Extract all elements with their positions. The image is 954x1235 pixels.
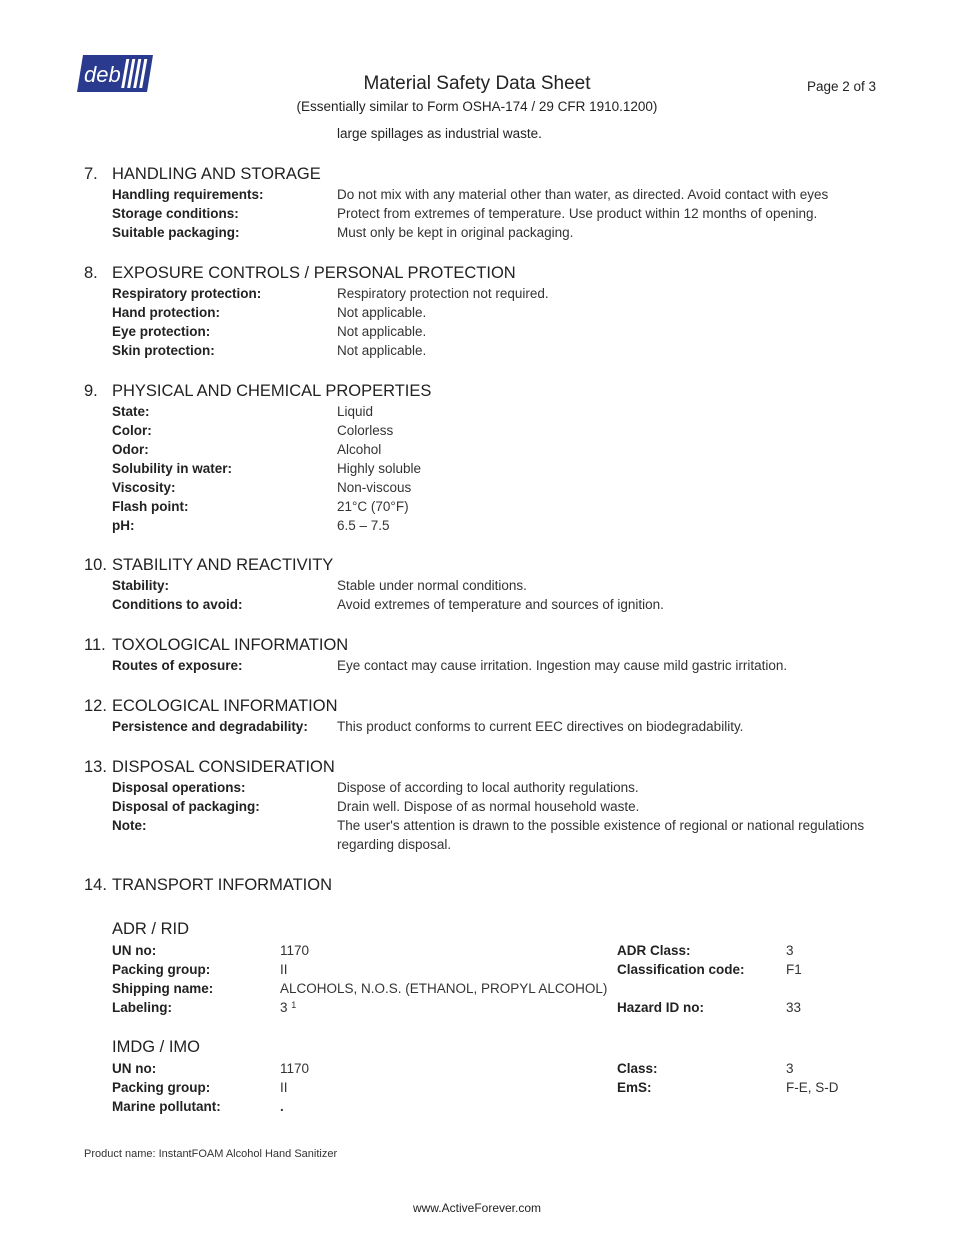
section-heading: 9. PHYSICAL AND CHEMICAL PROPERTIES [84,382,432,400]
property-row: Stability: Stable under normal conditions. [112,578,527,593]
property-row: Conditions to avoid: Avoid extremes of temperature and sources of ignition. [112,597,664,612]
document-title: Material Safety Data Sheet [363,73,591,94]
transport-row: UN no: 1170 Class: 3 [112,1061,794,1076]
property-row: pH: 6.5 – 7.5 [112,518,390,533]
footer-product-name: Product name: InstantFOAM Alcohol Hand Sanitizer [84,1148,338,1160]
section-exposure-controls [84,262,884,360]
property-row: Storage conditions: Protect from extremes of temperature. Use product within 12 months of opening. [112,206,818,221]
continued-text: large spillages as industrial waste. [337,126,542,141]
property-row: Hand protection: Not applicable. [112,305,427,320]
imdg-imo-heading: IMDG / IMO [112,1038,200,1056]
logo-text: deb [84,62,121,87]
property-row: Eye protection: Not applicable. [112,324,427,339]
transport-row: Packing group: II EmS: F-E, S-D [112,1080,839,1095]
property-row: Note: The user's attention is drawn to the possible existence of regional or national regulations regarding disposal. [112,818,865,852]
section-toxological [84,634,884,675]
section-heading: 7. HANDLING AND STORAGE [84,165,321,183]
property-row: Routes of exposure: Eye contact may cause irritation. Ingestion may cause mild gastric irritation. [112,658,788,673]
property-row: Solubility in water: Highly soluble [112,461,422,476]
section-heading: 14. TRANSPORT INFORMATION [84,876,333,894]
property-row: Flash point: 21°C (70°F) [112,499,409,514]
property-row: State: Liquid [112,404,374,419]
property-row: Persistence and degradability: This product conforms to current EEC directives on biodegradability. [112,719,744,734]
section-physical-chemical [84,380,884,535]
property-row: Odor: Alcohol [112,442,382,457]
property-row: Disposal of packaging: Drain well. Dispose of as normal household waste. [112,799,640,814]
section-heading: 8. EXPOSURE CONTROLS / PERSONAL PROTECTION [84,264,516,282]
page-number: Page 2 of 3 [807,79,877,94]
section-heading: 12. ECOLOGICAL INFORMATION [84,697,338,715]
transport-row: Marine pollutant: . [112,1099,284,1114]
property-row: Skin protection: Not applicable. [112,343,427,358]
section-stability-reactivity [84,554,884,614]
adr-rid-heading: ADR / RID [112,920,190,938]
section-ecological [84,695,884,736]
document-subtitle: (Essentially similar to Form OSHA-174 / 29 CFR 1910.1200) [296,99,658,114]
section-disposal [84,756,884,854]
footer-website: www.ActiveForever.com [412,1201,542,1215]
section-transport [84,874,884,896]
property-row: Disposal operations: Dispose of according to local authority regulations. [112,780,639,795]
transport-row: Labeling: 3 $^1$ Hazard ID no: 33 [112,1000,802,1015]
transport-row: Packing group: II Classification code: F1 [112,962,802,977]
property-row: Viscosity: Non-viscous [112,480,412,495]
property-row: Suitable packaging: Must only be kept in original packaging. [112,225,574,240]
section-heading: 10. STABILITY AND REACTIVITY [84,556,334,574]
transport-row: Shipping name: ALCOHOLS, N.O.S. (ETHANOL, PROPYL ALCOHOL) [112,981,608,996]
section-handling-storage [84,163,884,242]
property-row: Handling requirements: Do not mix with any material other than water, as directed. Avoid contact with eyes [112,187,829,202]
property-row: Color: Colorless [112,423,394,438]
transport-row: UN no: 1170 ADR Class: 3 [112,943,794,958]
section-heading: 11. TOXOLOGICAL INFORMATION [84,636,349,654]
property-row: Respiratory protection: Respiratory protection not required. [112,286,549,301]
section-heading: 13. DISPOSAL CONSIDERATION [84,758,335,776]
